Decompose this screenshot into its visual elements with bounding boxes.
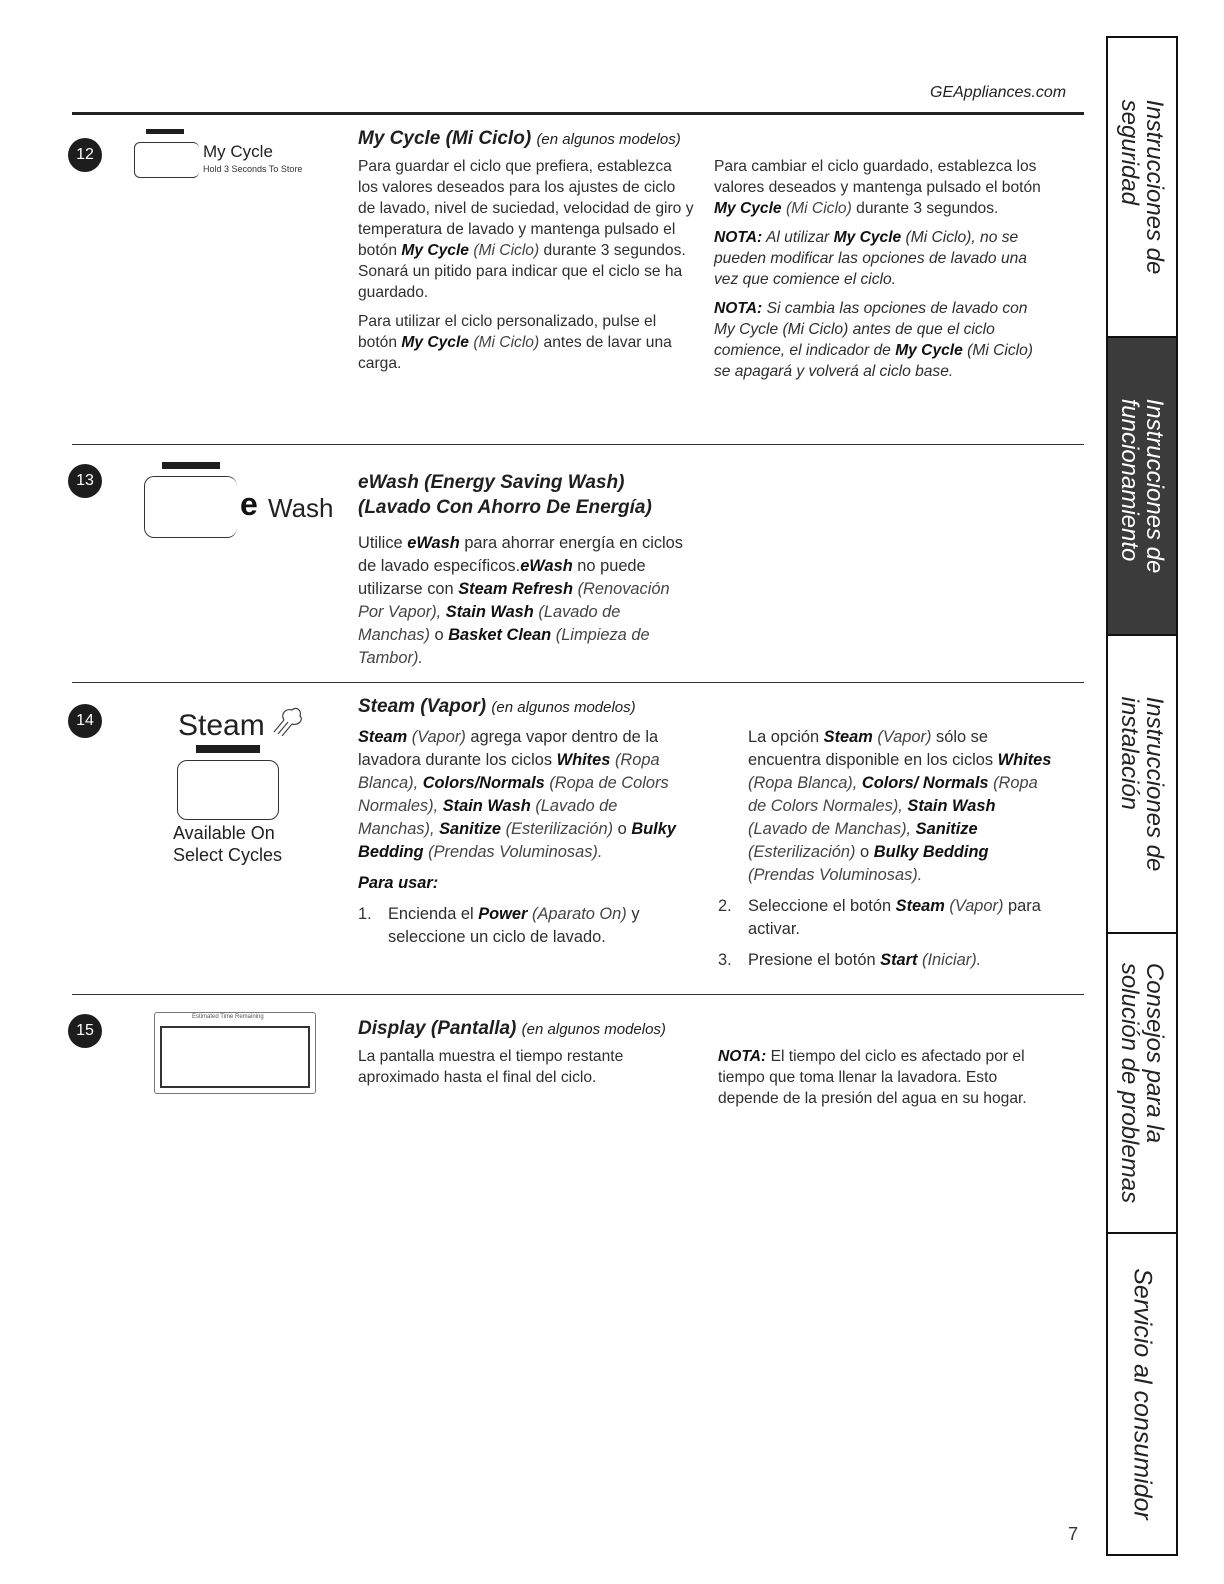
header-rule [72,112,1084,115]
step-item: 2. Seleccione el botón Steam (Vapor) para activar. [718,897,1041,938]
tab-label: Instrucciones de seguridad [1116,99,1168,275]
subheading: Para usar: [358,874,439,892]
steps-list [358,903,696,949]
steps-list [718,895,1056,972]
section-15-note: NOTA: El tiempo del ciclo es afectado por el tiempo que toma llenar la lavadora. Esto depende de la presión del agua en su hogar. [718,1048,1027,1107]
paragraph: Para guardar el ciclo que prefiera, establezca los valores deseados para los ajustes de ciclo de lavado, nivel de suciedad, velocidad de giro y temperatura de lavado y mantenga pulsado el botón My Cycle (Mi Ciclo) durante 3 segundos. Sonará un pitido para indicar que el ciclo se ha guardado. [358,158,694,301]
section-14-left-column [358,726,696,957]
title-text: My Cycle (Mi Ciclo) [358,128,532,149]
side-tab-bar [1106,36,1178,1556]
tab-instrucciones-de-instalacion[interactable] [1108,636,1176,934]
title-text: Steam (Vapor) [358,696,487,717]
steam-icon [270,704,304,736]
title-note: (en algunos modelos) [521,1021,666,1038]
display-panel-label: Estimated Time Remaining [192,1014,264,1020]
paragraph: Para utilizar el ciclo personalizado, pulse el botón My Cycle (Mi Ciclo) antes de lavar una carga. [358,313,672,372]
tab-servicio-al-consumidor[interactable] [1108,1234,1176,1554]
display-screen [160,1026,310,1088]
step-item: 3. Presione el botón Start (Iniciar). [718,951,982,969]
indicator-light [162,462,220,469]
title-note: (en algunos modelos) [491,699,636,716]
tab-instrucciones-de-seguridad[interactable] [1108,38,1176,338]
my-cycle-panel-label: My Cycle [203,142,273,161]
section-14-right-column [718,726,1056,980]
steam-panel-caption: Available On Select Cycles [173,823,283,865]
paragraph: Steam (Vapor) agrega vapor dentro de la lavadora durante los ciclos Whites (Ropa Blanca), Colors/Normals (Ropa de Colors Normales), Stain Wash (Lavado de Manchas), Sanitize (Esterilización) o Bulky Bedding (Prendas Voluminosas). [358,728,676,861]
step-item: 1. Encienda el Power (Aparato On) y seleccione un ciclo de lavado. [358,905,640,946]
tab-label: Servicio al consumidor [1128,1268,1157,1520]
page-number: 7 [1068,1524,1079,1544]
my-cycle-panel-sublabel: Hold 3 Seconds To Store [203,164,303,174]
paragraph: Para cambiar el ciclo guardado, establezca los valores deseados y mantenga pulsado el botón My Cycle (Mi Ciclo) durante 3 segundos. [714,158,1041,217]
tab-label: Instrucciones de instalación [1116,696,1168,872]
section-title [358,128,681,150]
indicator-light [146,129,184,134]
ewash-button-graphic [144,476,237,538]
my-cycle-button-graphic [134,142,199,178]
ewash-panel-label: Wash [268,493,334,523]
section-number-badge: 12 [68,138,102,172]
title-note: (en algunos modelos) [536,131,681,148]
title-text: Display (Pantalla) [358,1018,517,1039]
section-number-badge: 13 [68,464,102,498]
section-title: eWash (Energy Saving Wash) (Lavado Con Ahorro De Energía) [358,472,652,518]
tab-consejos-solucion-de-problemas[interactable] [1108,934,1176,1234]
ewash-e-logo: e [240,486,258,522]
tab-label: Instrucciones de funcionamiento [1116,398,1168,574]
note: NOTA: Al utilizar My Cycle (Mi Ciclo), no se pueden modificar las opciones de lavado una vez que comience el ciclo. [714,229,1027,288]
section-number-badge: 15 [68,1014,102,1048]
section-divider [72,994,1084,995]
section-title [358,1018,666,1040]
indicator-light [196,745,260,753]
section-title [358,696,636,718]
note: NOTA: Si cambia las opciones de lavado con My Cycle (Mi Ciclo) antes de que el ciclo comience, el indicador de My Cycle (Mi Ciclo) se apagará y volverá al ciclo base. [714,300,1033,380]
steam-panel-label: Steam [178,709,265,742]
section-divider [72,444,1084,445]
section-divider [72,682,1084,683]
tab-instrucciones-de-funcionamiento[interactable] [1108,338,1176,636]
section-15-left-text: La pantalla muestra el tiempo restante aproximado hasta el final del ciclo. [358,1048,624,1086]
site-url[interactable]: GEAppliances.com [930,84,1067,101]
tab-label: Consejos para la solución de problemas [1116,962,1168,1204]
paragraph: La opción Steam (Vapor) sólo se encuentra disponible en los ciclos Whites (Ropa Blanca), Colors/ Normals (Ropa de Colors Normales), Stain Wash (Lavado de Manchas), Sanitize (Esterilización) o Bulky Bedding (Prendas Voluminosas). [748,728,1052,884]
section-13-text: Utilice eWash para ahorrar energía en ciclos de lavado específicos.eWash no puede utilizarse con Steam Refresh (Renovación Por Vapor), Stain Wash (Lavado de Manchas) o Basket Clean (Limpieza de Tambor). [358,534,683,667]
steam-button-graphic [177,760,279,820]
section-12-right-column [714,156,1052,390]
section-12-left-column [358,156,694,382]
section-number-badge: 14 [68,704,102,738]
